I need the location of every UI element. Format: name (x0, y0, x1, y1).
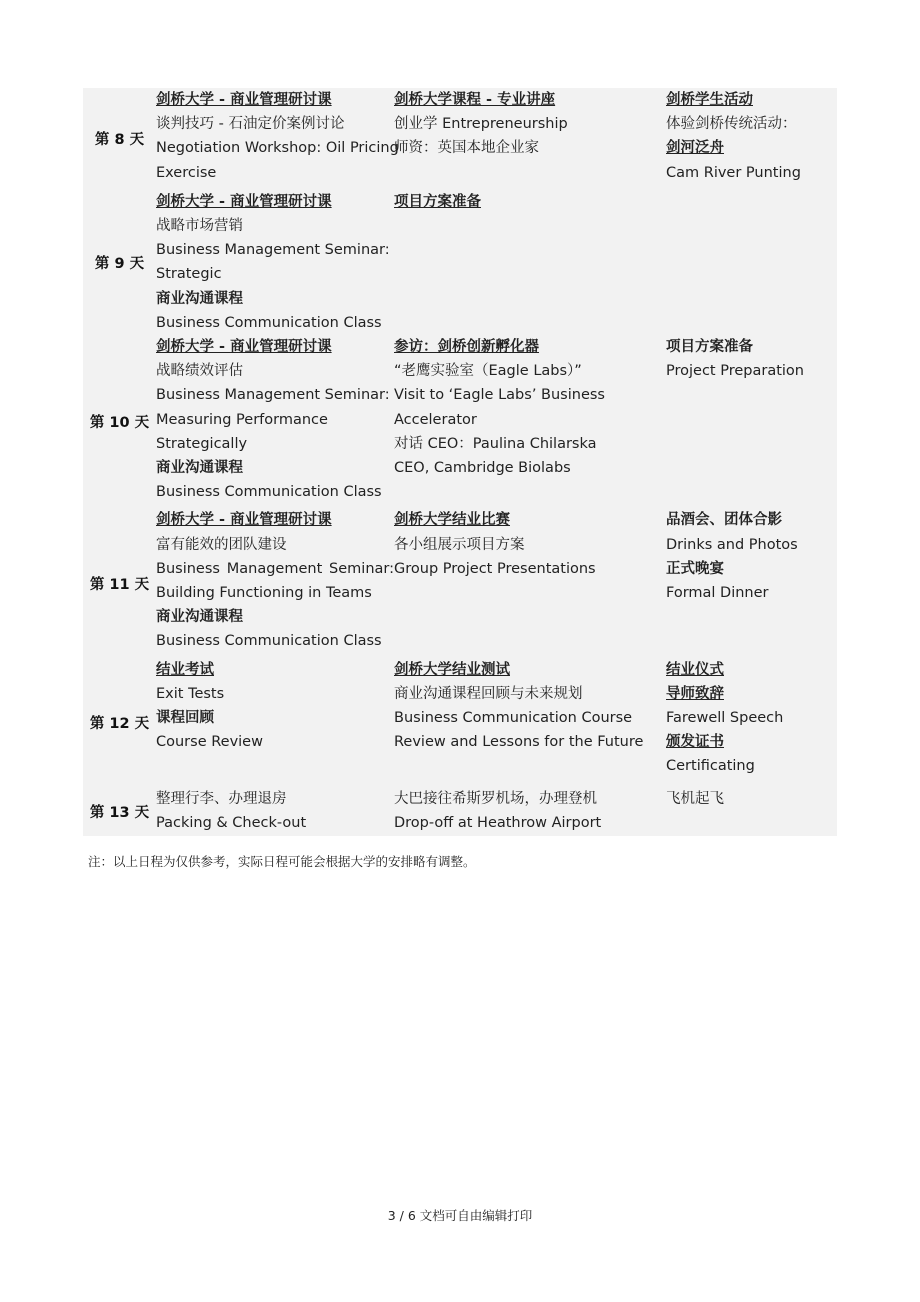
schedule-cell-2 (394, 190, 666, 335)
schedule-cell-3 (666, 508, 837, 657)
cell-line: 剑桥大学 - 商业管理研讨课 (156, 92, 332, 108)
cell-line: 各小组展示项目方案 (394, 536, 525, 553)
cell-line: 商业沟通课程 (156, 460, 243, 477)
cell-line: 整理行李、办理退房 (156, 790, 287, 807)
cell-line: Packing & Check-out (156, 814, 307, 831)
schedule-row (83, 190, 837, 335)
cell-line: Measuring Performance (156, 411, 328, 428)
day-label: 第 10 天 (89, 415, 150, 432)
cell-line: 剑桥大学结业比赛 (394, 512, 510, 529)
cell-word: Seminar: (329, 560, 394, 577)
cell-line: 结业仪式 (666, 661, 724, 678)
cell-line: 对话 CEO：Paulina Chilarska (394, 435, 597, 452)
schedule-cell-1 (156, 88, 399, 190)
cell-line: 剑桥大学 - 商业管理研讨课 (156, 512, 332, 529)
schedule-row (83, 508, 837, 657)
schedule-cell-3 (666, 190, 837, 335)
cell-line: 参访：剑桥创新孵化器 (394, 339, 539, 356)
schedule-cell-2 (394, 335, 666, 508)
cell-line: Review and Lessons for the Future (394, 734, 644, 751)
cell-line: 项目方案准备 (666, 339, 753, 356)
cell-line: 师资：英国本地企业家 (394, 140, 539, 157)
cell-line: Negotiation Workshop: Oil Pricing (156, 140, 399, 157)
cell-line: 商业沟通课程 (156, 609, 243, 626)
schedule-row (83, 88, 837, 190)
cell-line: Cam River Punting (666, 164, 801, 181)
cell-line: 颁发证书 (666, 734, 724, 751)
schedule-cell-1 (156, 190, 394, 335)
schedule-cell-2 (394, 88, 666, 190)
cell-line: 体验剑桥传统活动： (666, 116, 797, 133)
cell-line: Farewell Speech (666, 710, 784, 727)
schedule-cell-2 (394, 508, 666, 657)
cell-line: Certificating (666, 758, 755, 775)
day-label: 第 8 天 (94, 132, 145, 149)
day-label: 第 12 天 (89, 715, 150, 732)
cell-line: 商业沟通课程回顾与未来规划 (394, 685, 583, 702)
cell-line: 创业学 Entrepreneurship (394, 116, 568, 133)
schedule-cell-3 (666, 787, 837, 836)
cell-line: Business Management Seminar: (156, 387, 390, 404)
cell-line: 战略绩效评估 (156, 363, 243, 380)
cell-line: 商业沟通课程 (156, 290, 243, 307)
cell-line: 大巴接往希斯罗机场，办理登机 (394, 790, 597, 807)
cell-line: 品酒会、团体合影 (666, 512, 782, 529)
schedule-row (83, 787, 837, 836)
cell-line: 正式晚宴 (666, 560, 724, 577)
cell-line: 飞机起飞 (666, 790, 724, 807)
cell-line: 剑桥大学 - 商业管理研讨课 (156, 339, 332, 356)
schedule-cell-3 (666, 335, 837, 508)
cell-line: Building Functioning in Teams (156, 585, 372, 602)
day-label: 第 13 天 (89, 804, 150, 821)
cell-line: Project Preparation (666, 363, 804, 380)
schedule-cell-1 (156, 508, 394, 657)
page-footer: 3 / 6 文档可自由编辑打印 (387, 1208, 533, 1223)
cell-line: 剑桥大学结业测试 (394, 661, 510, 678)
cell-line: Exit Tests (156, 685, 225, 702)
schedule-table (83, 88, 837, 836)
schedule-cell-1 (156, 787, 394, 836)
cell-line: Business Communication Class (156, 633, 382, 650)
cell-line: Business Management Seminar: (156, 242, 390, 259)
cell-line: Business Communication Class (156, 484, 382, 501)
schedule-cell-2 (394, 787, 666, 836)
schedule-cell-2 (394, 658, 666, 787)
cell-word: Management (226, 560, 323, 577)
cell-line: Formal Dinner (666, 585, 769, 602)
cell-line: 剑桥大学课程 - 专业讲座 (394, 92, 556, 108)
cell-line (156, 557, 394, 581)
schedule-cell-3 (666, 658, 837, 787)
cell-line: 导师致辞 (666, 685, 724, 702)
schedule-cell-1 (156, 658, 394, 787)
cell-line: Exercise (156, 164, 217, 181)
cell-line: 富有能效的团队建设 (156, 536, 287, 553)
cell-line: Business Communication Class (156, 314, 382, 331)
cell-line: Strategic (156, 266, 222, 283)
cell-line: 剑河泛舟 (666, 140, 724, 157)
cell-line: Drinks and Photos (666, 536, 798, 553)
cell-line: 战略市场营销 (156, 218, 243, 235)
schedule-note: 注：以上日程为仅供参考，实际日程可能会根据大学的安排略有调整。 (88, 854, 476, 869)
cell-line: 结业考试 (156, 661, 214, 678)
cell-line: Business Communication Course (394, 710, 633, 727)
cell-line: 项目方案准备 (394, 193, 481, 210)
cell-line: Group Project Presentations (394, 560, 596, 577)
cell-line: 剑桥学生活动 (666, 92, 753, 108)
cell-line: Accelerator (394, 411, 477, 428)
day-label: 第 9 天 (94, 255, 145, 272)
cell-line: CEO, Cambridge Biolabs (394, 460, 571, 477)
cell-line: 谈判技巧 - 石油定价案例讨论 (156, 116, 345, 133)
day-label: 第 11 天 (89, 576, 150, 593)
cell-line: 课程回顾 (156, 710, 214, 727)
cell-line: Drop-off at Heathrow Airport (394, 814, 602, 831)
cell-line: “老鹰实验室（Eagle Labs）” (394, 363, 582, 380)
schedule-cell-3 (666, 88, 837, 190)
cell-word: Business (156, 560, 220, 577)
cell-line: 剑桥大学 - 商业管理研讨课 (156, 193, 332, 210)
cell-line: Visit to ‘Eagle Labs’ Business (394, 387, 605, 404)
schedule-row (83, 658, 837, 787)
cell-line: Strategically (156, 435, 248, 452)
schedule-row (83, 335, 837, 508)
schedule-cell-1 (156, 335, 394, 508)
cell-line: Course Review (156, 734, 263, 751)
